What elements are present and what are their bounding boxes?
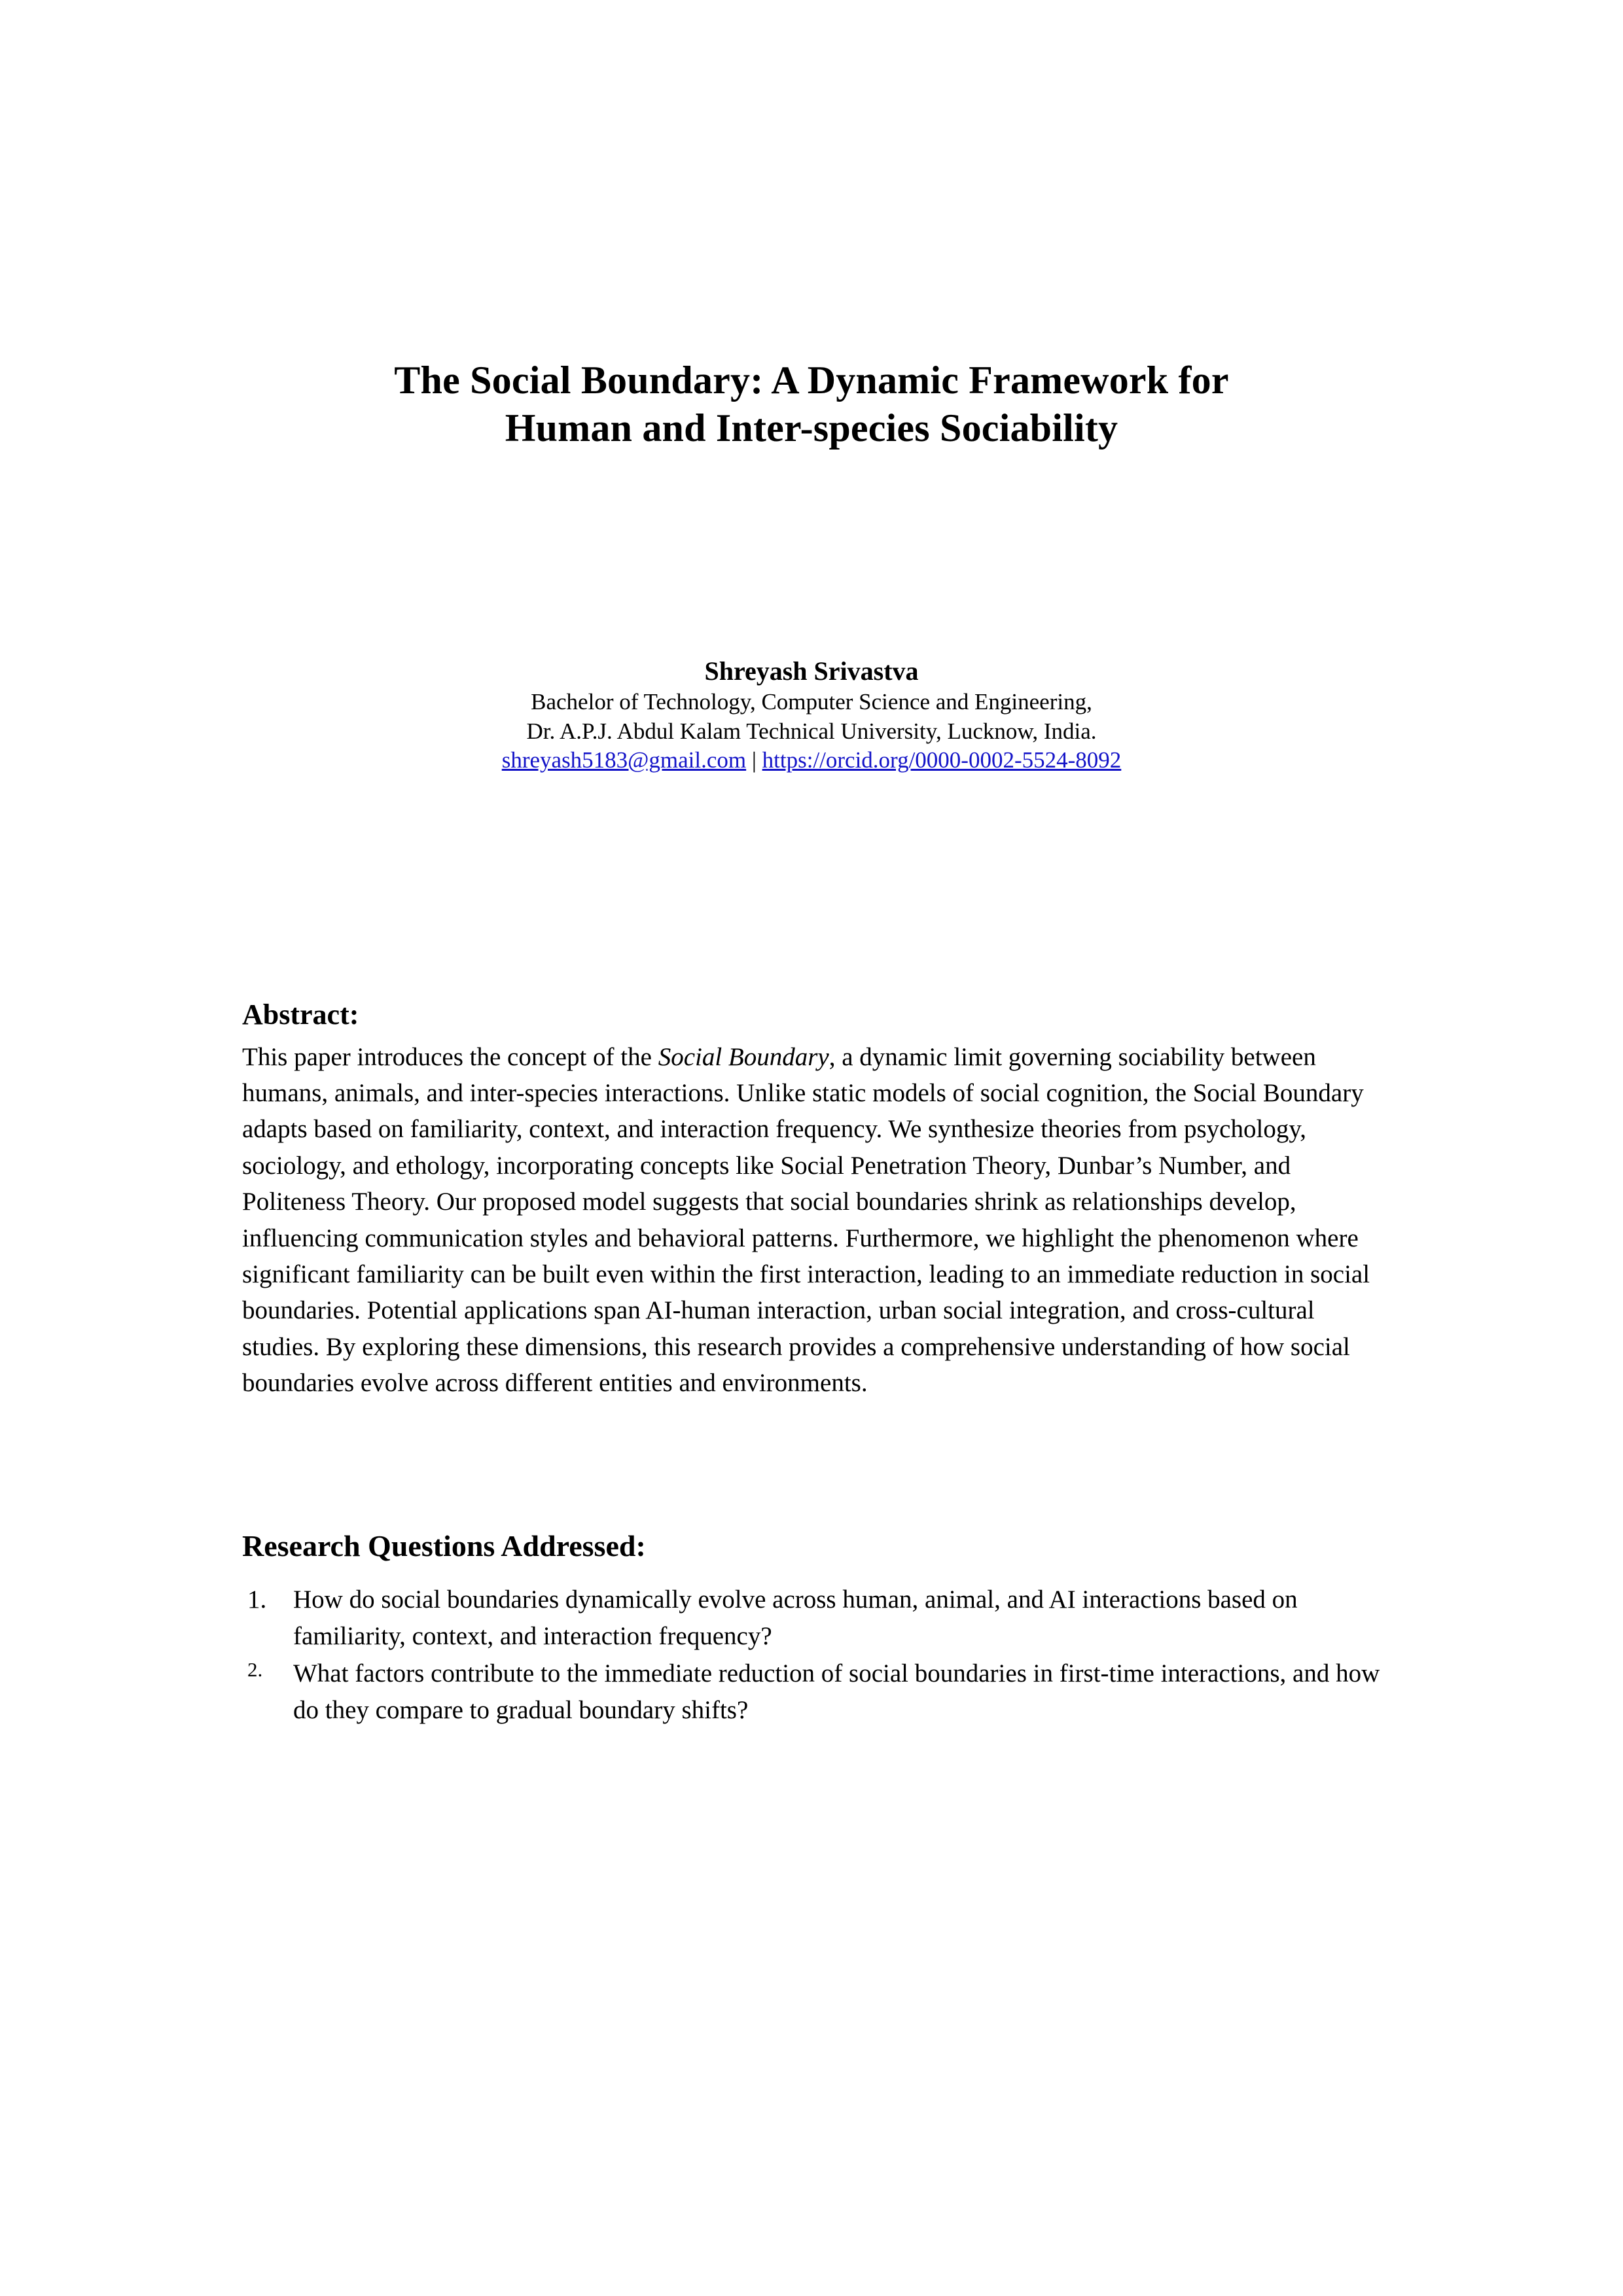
contact-separator: | <box>746 747 762 773</box>
author-contact <box>242 746 1381 775</box>
list-item <box>242 1655 1381 1728</box>
research-questions-heading: Research Questions Addressed: <box>242 1529 646 1563</box>
research-questions-list <box>242 1581 1381 1728</box>
abstract-section <box>242 998 1381 1402</box>
abstract-heading: Abstract: <box>242 998 359 1031</box>
author-affiliation-line-2: Dr. A.P.J. Abdul Kalam Technical University, Lucknow, India. <box>526 718 1097 744</box>
abstract-text-part-2: , a dynamic limit governing sociability between humans, animals, and inter-species interactions. Unlike static models of social cognition, the Social Boundary adapts based on familiarity, context, and interaction frequency. We synthesize theories from psychology, sociology, and ethology, incorporating concepts like Social Penetration Theory, Dunbar’s Number, and Politeness Theory. Our proposed model suggests that social boundaries shrink as relationships develop, influencing communication styles and behavioral patterns. Furthermore, we highlight the phenomenon where significant familiarity can be built even within the first interaction, leading to an immediate reduction in social boundaries. Potential applications span AI-human interaction, urban social integration, and cross-cultural studies. By exploring these dimensions, this research provides a comprehensive understanding of how social boundaries evolve across different entities and environments. <box>242 1042 1370 1398</box>
list-item-text: What factors contribute to the immediate reduction of social boundaries in first-time interactions, and how do they compare to gradual boundary shifts? <box>293 1659 1380 1724</box>
list-item-number: 1. <box>247 1585 267 1614</box>
title-line-2: Human and Inter-species Sociability <box>505 406 1118 450</box>
author-orcid-link[interactable]: https://orcid.org/0000-0002-5524-8092 <box>762 747 1122 773</box>
page-content <box>242 0 1381 1729</box>
list-item-number: 2. <box>247 1658 263 1682</box>
author-name: Shreyash Srivastva <box>704 656 919 686</box>
title-line-1: The Social Boundary: A Dynamic Framework for <box>394 359 1229 402</box>
abstract-text-part-1: This paper introduces the concept of the <box>242 1042 658 1071</box>
author-affiliation-line-1: Bachelor of Technology, Computer Science and Engineering, <box>531 689 1092 715</box>
page-title <box>242 357 1381 452</box>
author-email-link[interactable]: shreyash5183@gmail.com <box>501 747 747 773</box>
research-questions-section <box>242 1528 1381 1728</box>
author-block <box>242 655 1381 775</box>
list-item <box>242 1581 1381 1654</box>
abstract-body <box>242 1039 1381 1402</box>
abstract-emphasis: Social Boundary <box>658 1042 829 1071</box>
list-item-text: How do social boundaries dynamically evolve across human, animal, and AI interactions based on familiarity, context, and interaction frequency? <box>293 1585 1298 1650</box>
